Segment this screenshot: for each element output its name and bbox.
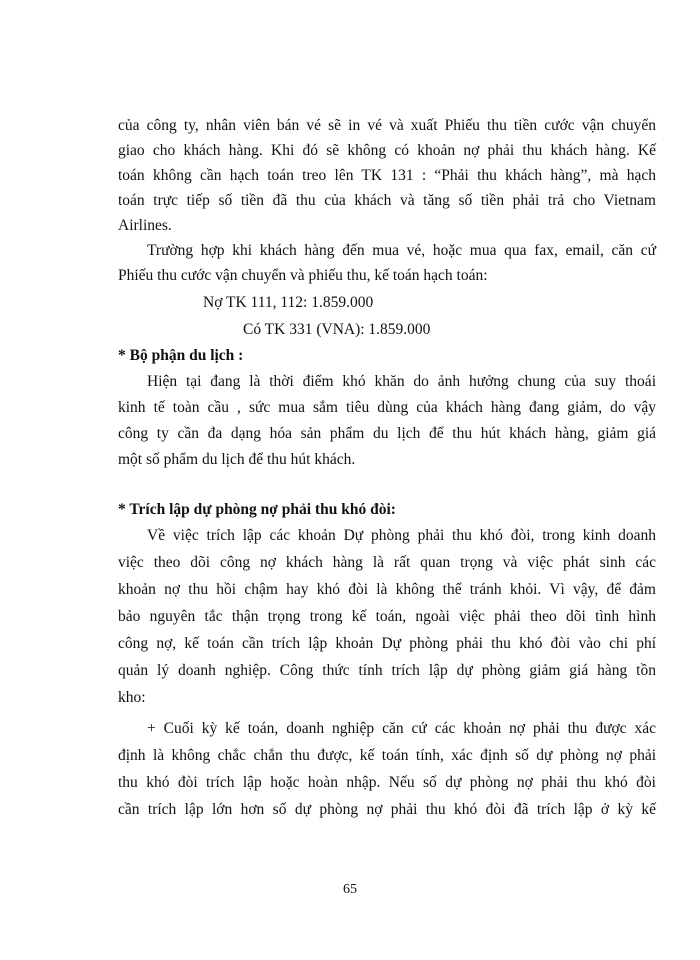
text-line: bảo nguyên tắc thận trọng trong kế toán, ngoài việc phải theo dõi tình hình <box>118 608 656 625</box>
text-line: toán trực tiếp số tiền đã thu của khách và tăng số tiền phải trả cho Vietnam <box>118 192 656 209</box>
text-line: kho: <box>118 689 146 706</box>
text-line: Hiện tại đang là thời điểm khó khăn do ảnh hưởng chung của suy thoái <box>147 373 656 390</box>
text-line: Phiếu thu cước vận chuyển và phiếu thu, kế toán hạch toán: <box>118 267 488 284</box>
text-line: định là không chắc chắn thu được, kế toán tính, xác định số dự phòng nợ phải <box>118 747 656 764</box>
text-line: kinh tế toàn cầu , sức mua sắm tiêu dùng của khách hàng đang giảm, do vậy <box>118 399 656 416</box>
text-line: giao cho khách hàng. Khi đó sẽ không có khoản nợ phải thu khách hàng. Kế <box>118 142 656 159</box>
text-line: Airlines. <box>118 217 172 234</box>
text-line: toán không cần hạch toán treo lên TK 131 : “Phải thu khách hàng”, mà hạch <box>118 167 656 184</box>
text-line: quản lý doanh nghiệp. Công thức tính trích lập dự phòng giảm giá hàng tồn <box>118 662 656 679</box>
page-number: 65 <box>343 882 357 897</box>
text-line: việc theo dõi công nợ khách hàng là rất quan trọng và việc phát sinh các <box>118 554 656 571</box>
text-line: công ty cần đa dạng hóa sản phẩm du lịch để thu hút khách hàng, giảm giá <box>118 425 656 442</box>
text-line: một số phẩm du lịch để thu hút khách. <box>118 451 356 468</box>
journal-entry-credit: Có TK 331 (VNA): 1.859.000 <box>243 321 431 338</box>
text-line: cần trích lập lớn hơn số dự phòng nợ phải thu khó đòi đã trích lập ở kỳ kế <box>118 801 656 818</box>
section-heading-provision: * Trích lập dự phòng nợ phải thu khó đòi: <box>118 501 396 518</box>
text-line: thu khó đòi trích lập hoặc hoàn nhập. Nếu số dự phòng nợ phải thu khó đòi <box>118 774 656 791</box>
text-line: khoản nợ thu hồi chậm hay khó đòi là không thể tránh khỏi. Vì vậy, để đảm <box>118 581 656 598</box>
text-line: của công ty, nhân viên bán vé sẽ in vé và xuất Phiếu thu tiền cước vận chuyển <box>118 117 656 134</box>
text-line: + Cuối kỳ kế toán, doanh nghiệp căn cứ các khoản nợ phải thu được xác <box>147 720 656 737</box>
text-line: công nợ, kế toán cần trích lập khoản Dự phòng phải thu khó đòi vào chi phí <box>118 635 656 652</box>
text-line: Trường hợp khi khách hàng đến mua vé, hoặc mua qua fax, email, căn cứ <box>147 242 656 259</box>
text-line: Về việc trích lập các khoản Dự phòng phải thu khó đòi, trong kinh doanh <box>147 527 656 544</box>
journal-entry-debit: Nợ TK 111, 112: 1.859.000 <box>203 294 374 311</box>
section-heading-tourism: * Bộ phận du lịch : <box>118 347 244 364</box>
